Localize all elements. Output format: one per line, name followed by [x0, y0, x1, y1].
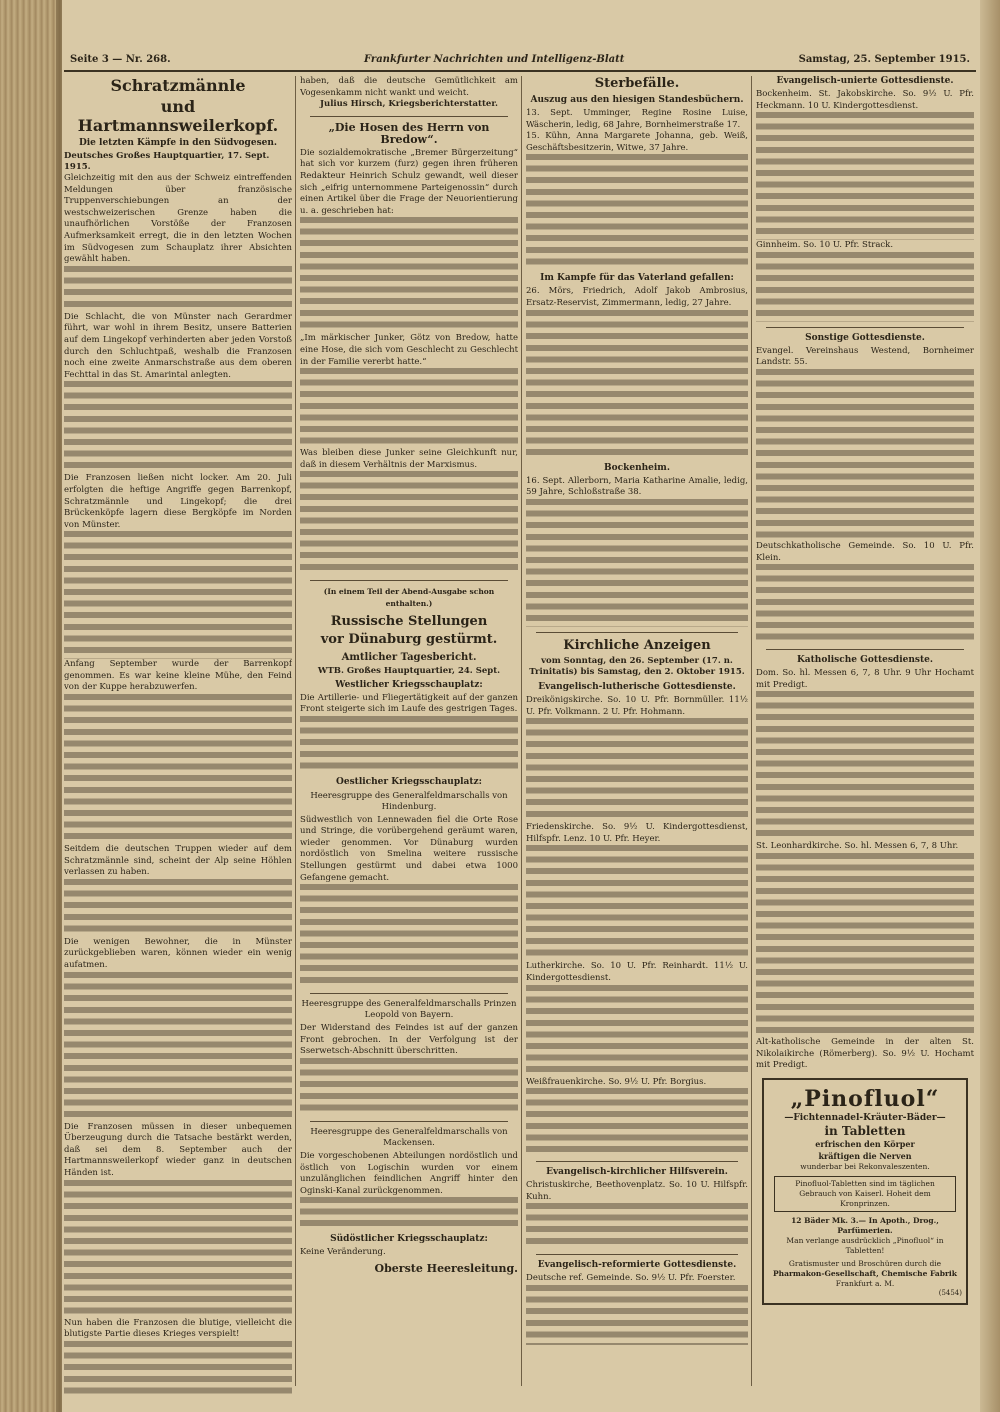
service-entry: Evangel. Vereinshaus Westend, Bornheimer Landstr. 55.: [756, 345, 974, 368]
separator: [310, 580, 508, 581]
section-heading: Heeresgruppe des Generalfeldmarschalls Prinzen Leopold von Bayern.: [301, 999, 517, 1021]
paragraph: Nun haben die Franzosen die blutige, vielleicht die blutigste Partie dieses Krieges verspielt!: [64, 1317, 292, 1340]
illegible-text: [300, 217, 518, 333]
service-entry: Ginnheim. So. 10 U. Pfr. Strack.: [756, 240, 894, 251]
section-subtitle: Bockenheim.: [604, 462, 670, 473]
dateline: Deutsches Großes Hauptquartier, 17. Sept. 1915.: [64, 151, 270, 172]
section-subtitle: Katholische Gottesdienste.: [796, 655, 933, 666]
dateline: WTB. Großes Hauptquartier, 24. Sept.: [317, 665, 501, 676]
paragraph: „Im märkischer Junker, Götz von Bredow, hatte eine Hose, die sich vom Geschlecht zu Geschlecht in der Familie vererbt hatte.“: [300, 333, 518, 367]
article-title: vor Dünaburg gestürmt.: [320, 631, 498, 647]
paragraph: Die Artillerie- und Fliegertätigkeit auf der ganzen Front steigerte sich im Laufe des gestrigen Tages.: [300, 692, 518, 715]
column-4: [756, 76, 974, 1396]
illegible-text: [64, 879, 292, 937]
illegible-text: [526, 154, 748, 270]
book-binding: [0, 0, 62, 1412]
illegible-text: [526, 985, 748, 1077]
separator: [536, 632, 738, 633]
service-entry: Weißfrauenkirche. So. 9½ U. Pfr. Borgius.: [526, 1076, 707, 1087]
service-entry: Alt-katholische Gemeinde in der alten St. Nikolaikirche (Römerberg). So. 9½ U. Hochamt mit Predigt.: [756, 1036, 974, 1071]
illegible-text: [756, 112, 974, 240]
illegible-text: [756, 853, 974, 1037]
section-subtitle: Evangelisch-lutherische Gottesdienste.: [538, 681, 736, 692]
column-rule: [521, 76, 522, 1386]
illegible-text: [64, 1180, 292, 1318]
illegible-text: [526, 1088, 748, 1156]
notice: (In einem Teil der Abend-Ausgabe schon enthalten.): [323, 587, 495, 608]
section-subtitle: Evangelisch-unierte Gottesdienste.: [776, 76, 954, 86]
separator: [310, 116, 508, 117]
service-entry: Dreikönigskirche. So. 10 U. Pfr. Bornmüller. 11½ U. Pfr. Volkmann. 2 U. Pfr. Hohmann.: [526, 694, 748, 717]
paragraph: Die Franzosen müssen in dieser unbequemen Überzeugung durch die Tatsache bestärkt werden, daß sei dem 8. September auch der Hartmannsweilerkopf wieder ganz in deutschen Händen ist.: [64, 1121, 292, 1178]
paragraph: Die vorgeschobenen Abteilungen nordöstlich und östlich von Logischin wurden vor einem unzulänglichen feindlichen Angriff hinter den Oginski-Kanal zurückgenommen.: [300, 1151, 518, 1196]
illegible-text: [300, 716, 518, 774]
death-notice: 16. Sept. Allerborn, Maria Katharine Amalie, ledig, 59 Jahre, Schloßstraße 38.: [526, 475, 748, 498]
ad-line: —Fichtennadel-Kräuter-Bäder—: [784, 1112, 946, 1123]
column-rule: [751, 76, 752, 1386]
paragraph: Was bleiben diese Junker seine Gleichkunft nur, daß in diesem Verhältnis der Marxismus.: [300, 448, 518, 470]
illegible-text: [64, 1341, 292, 1396]
separator: [536, 1161, 738, 1162]
paragraph: Keine Veränderung.: [300, 1247, 386, 1258]
ad-code: (5454): [938, 1288, 962, 1297]
separator: [310, 1121, 508, 1122]
article-subtitle: Amtlicher Tagesbericht.: [341, 651, 477, 663]
paragraph: Südwestlich von Lennewaden fiel die Orte Rose und Stringe, die vorübergehend geräumt waren, wieder genommen. Vor Dünaburg wurden nordöstlich von Smelina weitere russische Stellungen gestürmt und dabei etwa 1000 Gefangene gemacht.: [300, 814, 518, 883]
illegible-text: [526, 845, 748, 961]
article-title: und Hartmannsweilerkopf.: [77, 97, 279, 135]
section-subtitle: Im Kampfe für das Vaterland gefallen:: [540, 273, 734, 284]
death-notice: 15. Kühn, Anna Margarete Johanna, geb. Weiß, Geschäftsbesitzerin, Witwe, 37 Jahre.: [526, 131, 748, 153]
service-entry: Lutherkirche. So. 10 U. Pfr. Reinhardt. 11½ U. Kindergottesdienst.: [526, 961, 748, 983]
ad-price: 12 Bäder Mk. 3.— In Apoth., Drog., Parfümerien.: [791, 1215, 939, 1235]
page-number: Seite 3 — Nr. 268.: [70, 54, 171, 65]
illegible-text: [756, 369, 974, 541]
illegible-text: [756, 691, 974, 841]
ad-line: wunderbar bei Rekonvaleszenten.: [800, 1161, 930, 1171]
article-subtitle: Die letzten Kämpfe in den Südvogesen.: [78, 138, 278, 148]
paragraph: Die wenigen Bewohner, die in Münster zurückgeblieben waren, können wieder ein wenig aufatmen.: [64, 936, 292, 971]
service-entry: Dom. So. hl. Messen 6, 7, 8 Uhr. 9 Uhr Hochamt mit Predigt.: [756, 668, 974, 690]
section-heading: Oestlicher Kriegsschauplatz:: [336, 776, 482, 787]
paragraph: Seitdem die deutschen Truppen wieder auf dem Schratzmännle sind, scheint der Alp seine Höhlen verlassen zu haben.: [64, 844, 292, 878]
ad-maker: Pharmakon-Gesellschaft, Chemische Fabrik: [773, 1268, 957, 1278]
section-heading: Westlicher Kriegsschauplatz:: [335, 679, 483, 690]
paragraph: Die Franzosen ließen nicht locker. Am 20. Juli erfolgten die heftige Angriffe gegen Barrenkopf, Schratzmännle und Lingekopf; die drei Brückenköpfe lagern diese Bergköpfe im Norden von Münster.: [64, 473, 292, 530]
separator: [310, 993, 508, 994]
paragraph: Die Schlacht, die von Münster nach Gerardmer führt, war wohl in ihrem Besitz, unsere Batterien auf dem Lingekopf verhinderten aber jeden Vorstoß durch den Schluchtpaß, weshalb die Franzosen noch eine zweite Anmarschstraße aus dem oberen Fechttal in das St. Amarintal anlegten.: [64, 311, 292, 380]
signature: Oberste Heeresleitung.: [374, 1262, 518, 1275]
column-2: [300, 76, 518, 1396]
illegible-text: [526, 499, 748, 627]
ad-info: Gratismuster und Broschüren durch die: [788, 1258, 942, 1268]
ad-city: Frankfurt a. M.: [835, 1278, 895, 1288]
article-title: „Die Hosen des Herrn von Bredow“.: [328, 120, 490, 146]
page-edge: [980, 0, 1000, 1412]
illegible-text: [64, 531, 292, 659]
column-3: [526, 76, 748, 1396]
ad-line: in Tabletten: [824, 1123, 906, 1138]
masthead: [64, 52, 976, 72]
ad-line: erfrischen den Körper: [815, 1138, 915, 1149]
death-notice: 26. Mörs, Friedrich, Adolf Jakob Ambrosius, Ersatz-Reservist, Zimmermann, ledig, 27 Jahre.: [526, 286, 748, 308]
paragraph: Der Widerstand des Feindes ist auf der ganzen Front gebrochen. In der Verfolgung ist der Sserwetsch-Abschnitt überschritten.: [300, 1023, 518, 1057]
section-subtitle: Evangelisch-reformierte Gottesdienste.: [537, 1260, 737, 1271]
section-subtitle: Auszug aus den hiesigen Standesbüchern.: [530, 95, 744, 105]
illegible-text: [526, 310, 748, 460]
ad-line: kräftigen die Nerven: [818, 1150, 912, 1161]
service-entry: Friedenskirche. So. 9½ U. Kindergottesdienst, Hilfspfr. Lenz. 10 U. Pfr. Heyer.: [526, 822, 748, 844]
section-heading: Heeresgruppe des Generalfeldmarschalls von Hindenburg.: [310, 790, 508, 812]
ad-notice-box: Pinofluol-Tabletten sind im täglichen Gebrauch von Kaiserl. Hoheit dem Kronprinzen.: [774, 1176, 956, 1212]
illegible-text: [300, 1197, 518, 1231]
death-notice: 13. Sept. Umminger, Regine Rosine Luise, Wäscherin, ledig, 68 Jahre, Bornheimerstraße 17.: [526, 108, 748, 130]
illegible-text: [64, 972, 292, 1122]
issue-date: Samstag, 25. September 1915.: [798, 54, 970, 65]
service-entry: St. Leonhardkirche. So. hl. Messen 6, 7, 8 Uhr.: [756, 841, 959, 852]
date-range: vom Sonntag, den 26. September (17. n. Trinitatis) bis Samstag, den 2. Oktober 1915.: [529, 655, 745, 678]
illegible-text: [300, 884, 518, 988]
section-title: Sterbefälle.: [594, 76, 680, 91]
illegible-text: [64, 694, 292, 844]
separator: [766, 649, 964, 650]
illegible-text: [526, 718, 748, 822]
ad-warning: Man verlange ausdrücklich „Pinofluol“ in Tabletten!: [786, 1235, 944, 1255]
service-entry: Deutsche ref. Gemeinde. So. 9½ U. Pfr. Foerster.: [526, 1273, 736, 1284]
section-heading: Heeresgruppe des Generalfeldmarschalls von Mackensen.: [310, 1127, 508, 1149]
section-heading: Südöstlicher Kriegsschauplatz:: [330, 1234, 488, 1245]
paragraph: Die sozialdemokratische „Bremer Bürgerzeitung“ hat sich vor kurzem (furz) gegen ihren früheren Redakteur Heinrich Schulz gewandt, weil dieser sich „eifrig unternommene Parteigenossin“ durch einen Artikel über die Frage der Neuorientierung u. a. geschrieben hat:: [300, 147, 518, 216]
article-title: Schratzmännle: [110, 76, 246, 95]
column-rule: [295, 76, 296, 1386]
separator: [766, 327, 964, 328]
illegible-text: [756, 252, 974, 322]
illegible-text: [300, 471, 518, 575]
paragraph: haben, daß die deutsche Gemütlichkeit am Vogesenkamm nicht wankt und weicht.: [300, 76, 518, 98]
service-entry: Christuskirche, Beethovenplatz. So. 10 U. Hilfspfr. Kuhn.: [526, 1180, 748, 1202]
paragraph: Gleichzeitig mit den aus der Schweiz eintreffenden Meldungen über französische Truppenverschiebungen an der westschweizerischen Grenze haben die unaufhörlichen Vorstöße der Franzosen Aufmerksamkeit erregt, die in den letzten Wochen im Südvogesen zum Schauplatz ihrer Absichten gewählt haben.: [64, 173, 292, 265]
illegible-text: [756, 564, 974, 644]
illegible-text: [64, 381, 292, 473]
illegible-text: [300, 1058, 518, 1116]
illegible-text: [64, 266, 292, 312]
pinofluol-advertisement: [762, 1078, 968, 1305]
separator: [536, 1254, 738, 1255]
illegible-text: [526, 1203, 748, 1249]
service-entry: Deutschkatholische Gemeinde. So. 10 U. Pfr. Klein.: [756, 540, 974, 563]
newspaper-title: Frankfurter Nachrichten und Intelligenz-Blatt: [364, 54, 625, 65]
illegible-text: [300, 368, 518, 448]
paragraph: Anfang September wurde der Barrenkopf genommen. Es war keine kleine Mühe, den Feind von der Kuppe herabzuwerfen.: [64, 659, 292, 693]
section-subtitle: Sonstige Gottesdienste.: [805, 332, 925, 343]
section-subtitle: Evangelisch-kirchlicher Hilfsverein.: [546, 1167, 728, 1178]
column-1: [64, 76, 292, 1396]
illegible-text: [526, 1285, 748, 1345]
newspaper-sheet: [64, 52, 976, 1400]
ad-brand: „Pinofluol“: [790, 1085, 940, 1112]
article-title: Russische Stellungen: [330, 613, 488, 629]
service-entry: Bockenheim. St. Jakobskirche. So. 9½ U. Pfr. Heckmann. 10 U. Kindergottesdienst.: [756, 89, 974, 111]
section-title: Kirchliche Anzeigen: [563, 637, 711, 653]
byline: Julius Hirsch, Kriegsberichterstatter.: [320, 99, 498, 110]
